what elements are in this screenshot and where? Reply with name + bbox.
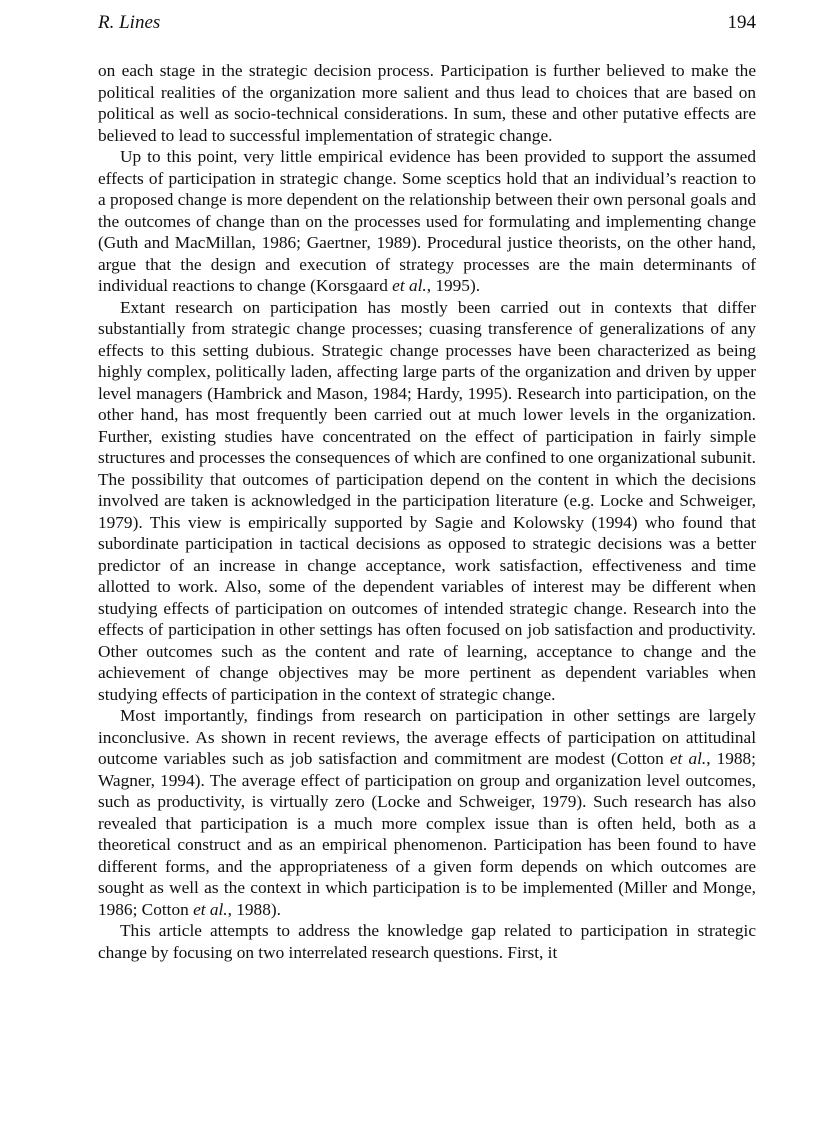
italic-text: et al.	[669, 749, 707, 768]
paragraph-text: , 1988).	[227, 899, 281, 919]
running-head: R. Lines	[98, 12, 161, 33]
page-number: 194	[727, 12, 756, 33]
italic-text: et al.	[392, 276, 427, 295]
paragraph-text: on each stage in the strategic decision process. Participation is further believed to make the political realities of the organization more salient and thus lead to choices that are based on political as well as socio-technical considerations. In sum, these and other putative effects are believed to lead to successful implementation of strategic change.	[98, 61, 756, 145]
body-paragraph	[98, 705, 756, 920]
body-text	[98, 60, 756, 963]
italic-text: et al.	[193, 899, 228, 919]
body-paragraph	[98, 297, 756, 706]
paragraph-text: , 1995).	[426, 276, 481, 295]
page-header	[98, 12, 756, 46]
body-paragraph	[98, 920, 756, 963]
document-page	[98, 12, 756, 963]
paragraph-text: , 1988; Wagner, 1994). The average effect of participation on group and organization level outcomes, such as productivity, is virtually zero (Locke and Schweiger, 1979). Such research has also revealed that participation is a much more complex issue than is often held, both as a theoretical construct and as an empirical phenomenon. Participation has been found to have different forms, and the appropriateness of a given form depends on which outcomes are sought as well as the context in which participation is to be implemented (Miller and Monge, 1986; Cotton	[98, 749, 756, 919]
paragraph-text: This article attempts to address the knowledge gap related to participation in strategic change by focusing on two interrelated research questions. First, it	[98, 921, 756, 962]
paragraph-text: Up to this point, very little empirical evidence has been provided to support the assumed effects of participation in strategic change. Some sceptics hold that an individual’s reaction to a proposed change is more dependent on the relationship between their own personal goals and the outcomes of change than on the processes used for formulating and implementing change (Guth and MacMillan, 1986; Gaertner, 1989). Procedural justice theorists, on the other hand, argue that the design and execution of strategy processes are the main determinants of individual reactions to change (Korsgaard	[98, 147, 756, 295]
body-paragraph	[98, 60, 756, 146]
paragraph-text: Most importantly, findings from research on participation in other settings are largely inconclusive. As shown in recent reviews, the average effects of participation on attitudinal outcome variables such as job satisfaction and commitment are modest (Cotton	[98, 706, 756, 768]
body-paragraph	[98, 146, 756, 297]
paragraph-text: Extant research on participation has mostly been carried out in contexts that differ substantially from strategic change processes; cuasing transference of generalizations of any effects to this setting dubious. Strategic change processes have been characterized as being highly complex, politically laden, affecting large parts of the organization and driven by upper level managers (Hambrick and Mason, 1984; Hardy, 1995). Research into participation, on the other hand, has most frequently been carried out at much lower levels in the organization. Further, existing studies have concentrated on the effect of participation in fairly simple structures and processes the consequences of which are confined to one organizational subunit. The possibility that outcomes of participation depend on the content in which the decisions involved are taken is acknowledged in the participation literature (e.g. Locke and Schweiger, 1979). This view is empirically supported by Sagie and Kolowsky (1994) who found that subordinate participation in tactical decisions as opposed to strategic decisions was a better predictor of an increase in change acceptance, work satisfaction, effectiveness and time allotted to work. Also, some of the dependent variables of interest may be different when studying effects of participation on outcomes of intended strategic change. Research into the effects of participation in other settings has often focused on job satisfaction and productivity. Other outcomes such as the content and rate of learning, acceptance to change and the achievement of change objectives may be more pertinent as dependent variables when studying effects of participation in the context of strategic change.	[98, 297, 756, 704]
